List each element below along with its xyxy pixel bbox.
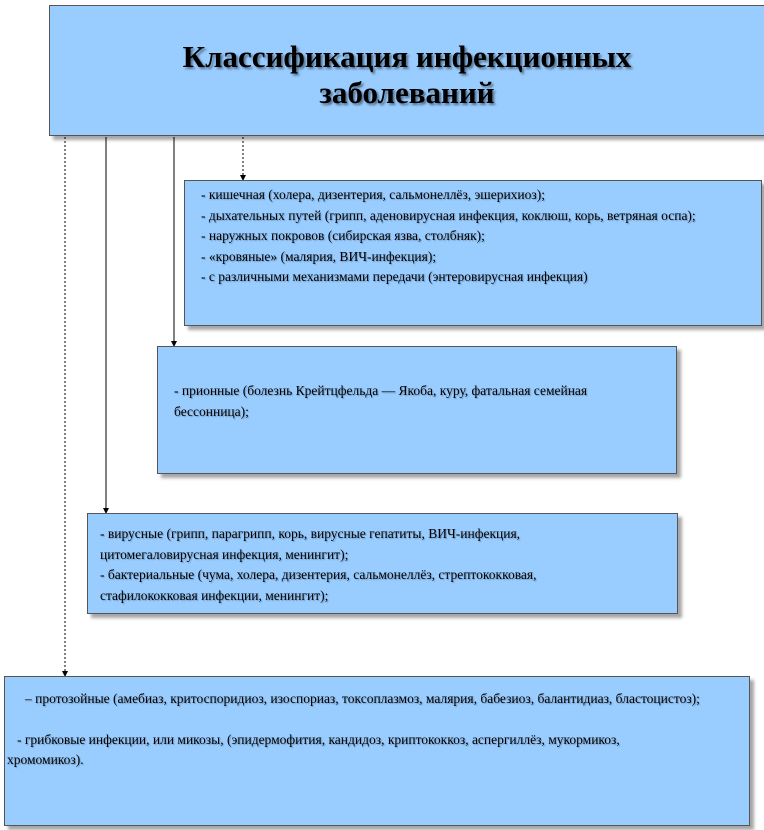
list-item: - вирусные (грипп, парагрипп, корь, вирусные гепатиты, ВИЧ-инфекция, цитомегаловирусная инфекция, менингит); [100,526,521,562]
diagram-title [183,31,632,111]
list-item: - грибковые инфекции, или микозы, (эпидермофития, кандидоз, криптококкоз, аспергиллёз, мукормикоз, хромомикоз). [7,731,620,767]
protozoal-fungal-category-box [4,676,750,826]
list-item: - кишечная (холера, дизентерия, сальмонеллёз, эшерихиоз); [201,187,545,202]
list-item: - с различными механизмами передачи (энтеровирусная инфекция) [201,269,588,284]
list-item: - бактериальные (чума, холера, дизентерия, сальмонеллёз, стрептококковая, стафилококковая инфекции, менингит); [100,567,537,603]
prion-category-box [157,346,677,474]
title-line-2: заболеваний [319,74,495,110]
list-item: - прионные (болезнь Крейтцфельда — Якоба, куру, фатальная семейная бессонница); [174,383,588,419]
viral-bacterial-category-box [87,513,678,614]
list-item: - наружных покровов (сибирская язва, столбняк); [201,228,485,243]
title-box [49,5,764,136]
title-line-1: Классификация инфекционных [182,38,632,74]
list-item: - дыхательных путей (грипп, аденовирусная инфекция, коклюш, корь, ветряная оспа); [201,207,696,223]
list-item: – протозойные (амебиаз, критоспоридиоз, изоспориаз, токсоплазмоз, малярия, бабезиоз, балантидиаз, бластоцистоз); [25,691,700,706]
list-item: - «кровяные» (малярия, ВИЧ-инфекция); [201,248,437,264]
intestinal-category-box [184,180,762,326]
